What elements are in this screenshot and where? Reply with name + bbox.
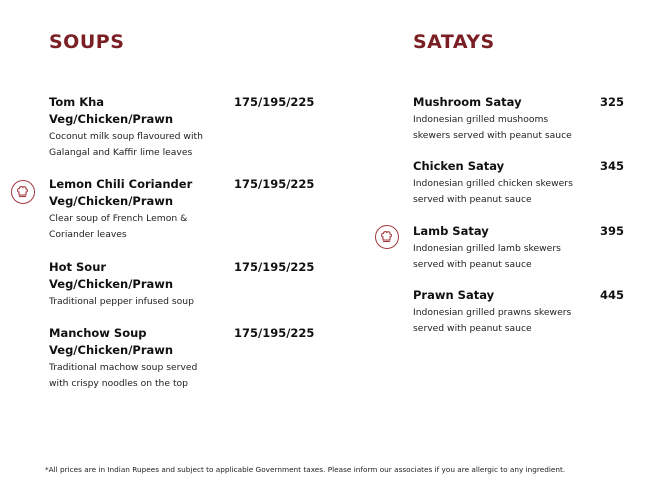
- desc-line: Coconut milk soup flavoured with: [49, 131, 203, 142]
- item-name: Prawn Satay: [413, 288, 495, 302]
- desc-line: served with peanut sauce: [413, 259, 532, 270]
- item-description: [49, 211, 192, 243]
- desc-line: Traditional machow soup served: [49, 362, 198, 373]
- item-description: [49, 294, 194, 310]
- desc-line: skewers served with peanut sauce: [413, 130, 572, 141]
- desc-line: Coriander leaves: [49, 229, 127, 240]
- item-description: [49, 129, 203, 161]
- item-price: 395: [600, 224, 625, 238]
- item-description: [413, 176, 573, 208]
- item-name: Lamb Satay: [413, 224, 489, 238]
- item-description: [413, 305, 571, 337]
- desc-line: with crispy noodles on the top: [49, 378, 188, 389]
- desc-line: served with peanut sauce: [413, 323, 532, 334]
- item-variant: Veg/Chicken/Prawn: [49, 277, 174, 291]
- item-name: Hot Sour: [49, 260, 107, 274]
- desc-line: Galangal and Kaffir lime leaves: [49, 147, 193, 158]
- menu-item-lamb-satay: [413, 223, 561, 273]
- soups-section-title: SOUPS: [49, 31, 125, 53]
- menu-item-manchow-soup: [49, 325, 197, 392]
- menu-item-mushroom-satay: [413, 94, 572, 144]
- item-variant: Veg/Chicken/Prawn: [49, 343, 174, 357]
- menu-item-tom-kha: [49, 94, 203, 161]
- menu-item-hot-sour: [49, 259, 194, 310]
- menu-item-chicken-satay: [413, 158, 573, 208]
- chef-hat-icon: [375, 225, 399, 249]
- item-price: 445: [600, 288, 625, 302]
- item-price: 175/195/225: [234, 260, 315, 274]
- desc-line: Clear soup of French Lemon &: [49, 213, 188, 224]
- item-name: Tom Kha: [49, 95, 105, 109]
- item-variant: Veg/Chicken/Prawn: [49, 194, 174, 208]
- item-price: 325: [600, 95, 625, 109]
- desc-line: Indonesian grilled chicken skewers: [413, 178, 573, 189]
- menu-item-prawn-satay: [413, 287, 571, 337]
- desc-line: served with peanut sauce: [413, 194, 532, 205]
- desc-line: Indonesian grilled lamb skewers: [413, 243, 561, 254]
- menu-item-lemon-chili-coriander: [49, 176, 192, 243]
- item-description: [413, 241, 561, 273]
- desc-line: Indonesian grilled prawns skewers: [413, 307, 572, 318]
- desc-line: Traditional pepper infused soup: [49, 296, 194, 307]
- item-name: Manchow Soup: [49, 326, 147, 340]
- desc-line: Indonesian grilled mushooms: [413, 114, 549, 125]
- item-name: Lemon Chili Coriander: [49, 177, 193, 191]
- item-price: 175/195/225: [234, 177, 315, 191]
- item-description: [49, 360, 197, 392]
- item-price: 175/195/225: [234, 95, 315, 109]
- item-variant: Veg/Chicken/Prawn: [49, 112, 174, 126]
- chef-hat-icon: [11, 180, 35, 204]
- satays-section-title: SATAYS: [413, 31, 495, 53]
- price-footnote: *All prices are in Indian Rupees and subject to applicable Government taxes. Please inform our associates if you are allergic to any ingredient.: [45, 465, 566, 474]
- item-description: [413, 112, 572, 144]
- item-name: Mushroom Satay: [413, 95, 522, 109]
- item-price: 345: [600, 159, 625, 173]
- item-name: Chicken Satay: [413, 159, 505, 173]
- item-price: 175/195/225: [234, 326, 315, 340]
